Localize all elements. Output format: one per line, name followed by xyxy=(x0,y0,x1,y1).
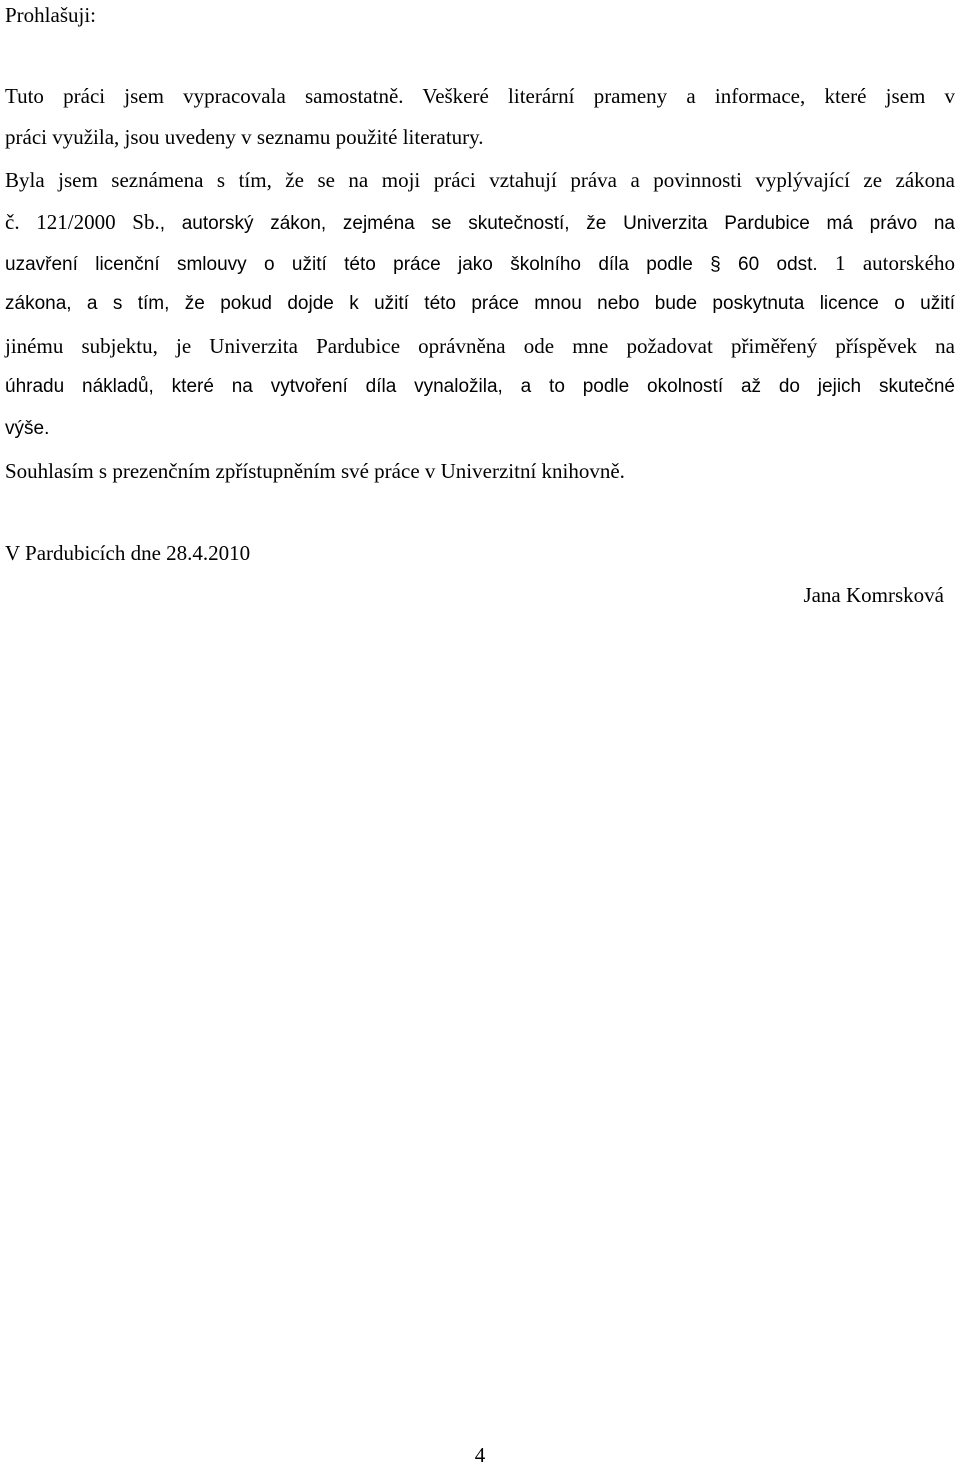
license-text-sans: uzavření licenční smlouvy o užití této práce jako školního díla podle § 60 odst. xyxy=(5,254,818,275)
author-signature: Jana Komrsková xyxy=(803,583,944,607)
page-number: 4 xyxy=(474,1443,486,1467)
paragraph-2-line-6: úhradu nákladů, které na vytvoření díla vynaložila, a to podle okolností až do jejich skutečné xyxy=(5,376,955,397)
paragraph-2-line-2 xyxy=(5,210,955,235)
declaration-heading: Prohlašuji: xyxy=(5,3,97,27)
law-citation: č. 121/2000 Sb. xyxy=(5,210,160,234)
law-text-sans: , autorský zákon, zejména se skutečností, že Univerzita Pardubice má právo na xyxy=(159,213,955,234)
license-text-serif: 1 autorského xyxy=(835,251,956,275)
paragraph-2-line-1: Byla jsem seznámena s tím, že se na moji práci vztahují práva a povinnosti vyplývající ze zákona xyxy=(5,168,955,192)
place-and-date: V Pardubicích dne 28.4.2010 xyxy=(5,541,251,565)
paragraph-2-line-3 xyxy=(5,251,955,276)
paragraph-1-line-1: Tuto práci jsem vypracovala samostatně. Veškeré literární prameny a informace, které jsem v xyxy=(5,84,955,108)
paragraph-1-line-2: práci využila, jsou uvedeny v seznamu použité literatury. xyxy=(5,125,484,149)
paragraph-2-line-4: zákona, a s tím, že pokud dojde k užití této práce mnou nebo bude poskytnuta licence o užití xyxy=(5,293,955,314)
paragraph-2-line-5: jinému subjektu, je Univerzita Pardubice oprávněna ode mne požadovat přiměřený příspěvek na xyxy=(5,334,955,358)
paragraph-3: Souhlasím s prezenčním zpřístupněním své práce v Univerzitní knihovně. xyxy=(5,459,625,483)
paragraph-2-line-7: výše. xyxy=(5,418,50,439)
